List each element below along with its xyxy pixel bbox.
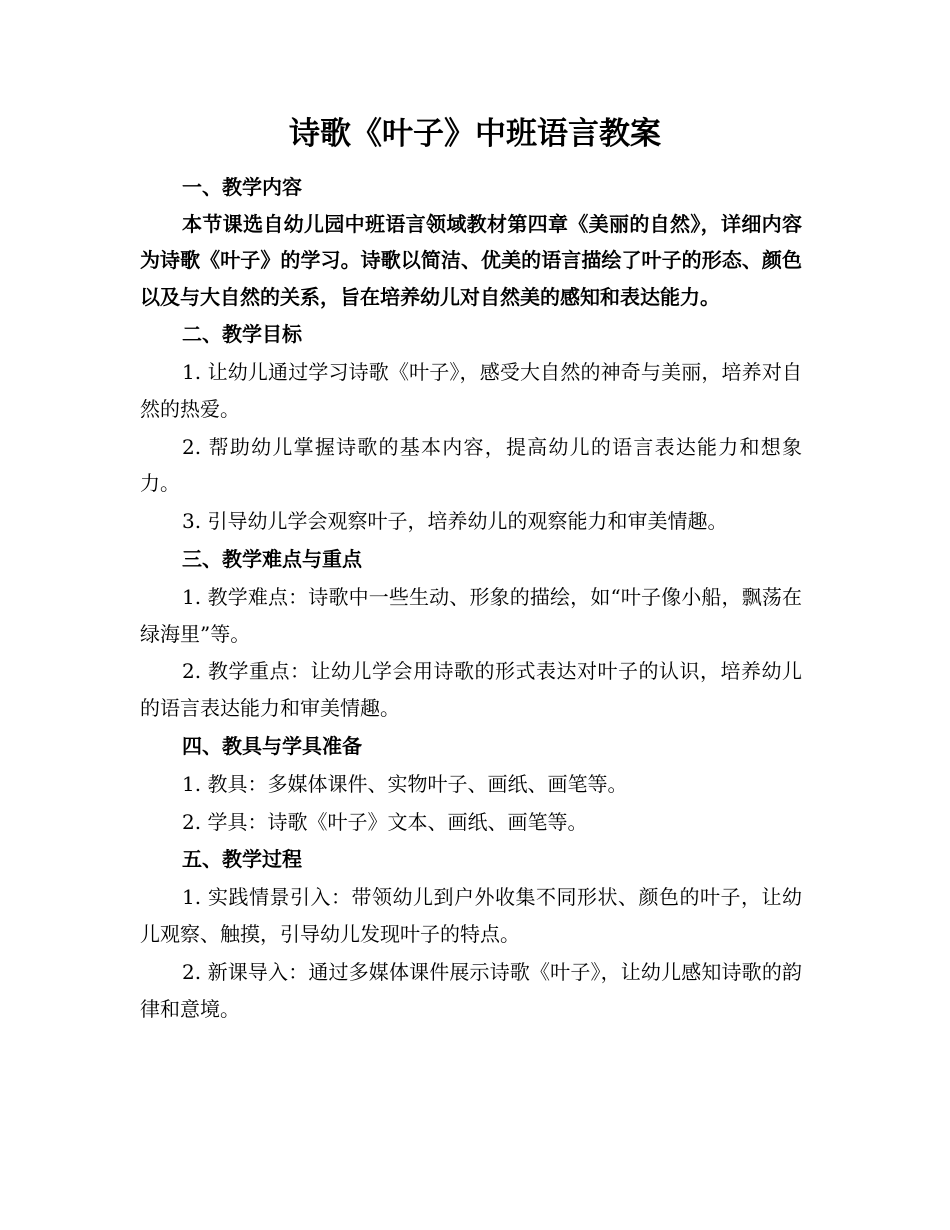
document-title: 诗歌《叶子》中班语言教案: [289, 116, 661, 152]
teaching-goal-item: 2. 帮助幼儿掌握诗歌的基本内容，提高幼儿的语言表达能力和想象力。: [140, 434, 802, 496]
process-item: 2. 新课导入：通过多媒体课件展示诗歌《叶子》，让幼儿感知诗歌的韵律和意境。: [140, 959, 802, 1021]
focus-item: 2. 教学重点：让幼儿学会用诗歌的形式表达对叶子的认识，培养幼儿的语言表达能力和审美情趣。: [140, 659, 802, 721]
teaching-goal-item: 3. 引导幼儿学会观察叶子，培养幼儿的观察能力和审美情趣。: [182, 509, 728, 534]
section-heading-teaching-content: 一、教学内容: [182, 175, 302, 199]
materials-item: 2. 学具：诗歌《叶子》文本、画纸、画笔等。: [182, 809, 588, 834]
document-body: [140, 168, 802, 1027]
section-heading-teaching-process: 五、教学过程: [182, 847, 302, 872]
difficulty-item: 1. 教学难点：诗歌中一些生动、形象的描绘，如“叶子像小船，飘荡在绿海里”等。: [140, 584, 802, 646]
materials-item: 1. 教具：多媒体课件、实物叶子、画纸、画笔等。: [182, 771, 628, 796]
process-item: 1. 实践情景引入：带领幼儿到户外收集不同形状、颜色的叶子，让幼儿观察、触摸，引导幼儿发现叶子的特点。: [140, 885, 802, 947]
section-heading-difficulties-and-focus: 三、教学难点与重点: [182, 547, 362, 572]
section-heading-teaching-goals: 二、教学目标: [182, 322, 302, 347]
teaching-goal-item: 1. 让幼儿通过学习诗歌《叶子》，感受大自然的神奇与美丽，培养对自然的热爱。: [140, 360, 802, 421]
teaching-content-paragraph: 本节课选自幼儿园中班语言领域教材第四章《美丽的自然》，详细内容为诗歌《叶子》的学习。诗歌以简洁、优美的语言描绘了叶子的形态、颜色以及与大自然的关系，旨在培养幼儿对自然美的感知和表达能力。: [140, 211, 802, 309]
section-heading-materials: 四、教具与学具准备: [182, 734, 362, 759]
